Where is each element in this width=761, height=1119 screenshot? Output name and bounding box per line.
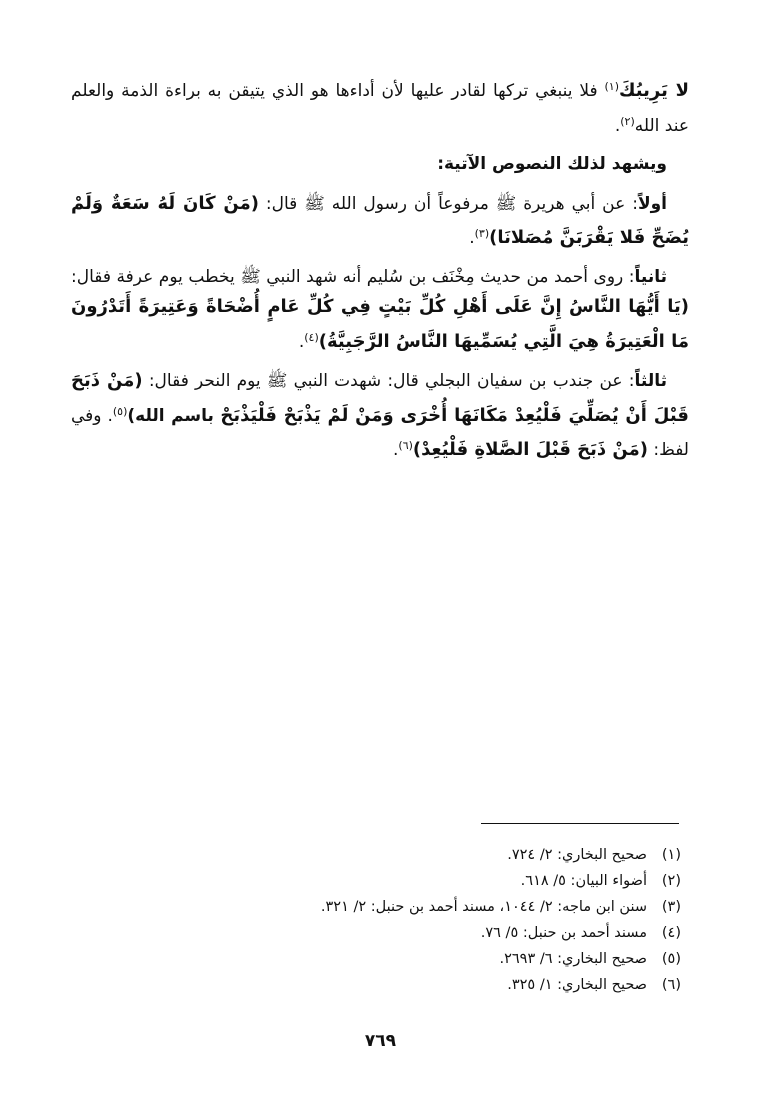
footnote-number: (٥): [661, 951, 681, 967]
footnote-ref: (٢): [620, 114, 635, 128]
footnote-ref: (٦): [398, 439, 413, 452]
paragraph-text: فلا ينبغي تركها لقادر عليها لأن أداءها هو الذي يتيقن به براءة الذمة والعلم عند الله: [71, 81, 689, 136]
paragraph-text: : عن أبي هريرة ﷺ مرفوعاً أن رسول الله ﷺ قال:: [258, 193, 638, 214]
quote-continued: باسم الله): [127, 405, 221, 426]
paragraph-end: .: [392, 440, 399, 460]
paragraph-text: : عن جندب بن سفيان البجلي قال: شهدت النبي ﷺ يوم النحر فقال:: [142, 371, 635, 391]
page-number: ٧٦٩: [364, 1031, 397, 1051]
footnote-item: [121, 894, 681, 920]
footnotes-list: [121, 842, 681, 998]
footnote-item: [121, 920, 681, 946]
main-text: [71, 72, 689, 475]
paragraph-4: [71, 263, 689, 358]
footnote-text: مسند أحمد بن حنبل: ٥/ ٧٦.: [480, 925, 647, 941]
footnote-text: صحيح البخاري: ١/ ٣٢٥.: [507, 977, 647, 993]
quote: لا يَرِيبُكَ: [619, 80, 689, 101]
footnote-number: (٣): [661, 899, 681, 915]
footnote-ref: (١): [604, 80, 620, 93]
paragraph-3: [71, 189, 689, 254]
footnote-item: [121, 868, 681, 894]
footnote-number: (١): [661, 847, 681, 863]
paragraph-2: [71, 150, 689, 180]
footnote-ref: (٥): [112, 404, 128, 418]
paragraph-end: .: [614, 115, 621, 136]
paragraph-1: [71, 72, 689, 141]
paragraph-5: [71, 366, 689, 466]
quote: (يَا أَيُّهَا النَّاسُ إِنَّ عَلَى أَهْلِ كُلِّ بَيْتٍ فِي كُلِّ عَامٍ أُضْحَاةً وَعَتِيرَةً أَتَدْرُونَ مَا الْعَتِيرَةُ هِيَ الَّتِي يُسَمِّيهَا النَّاسُ الرَّجَبِيَّةُ): [71, 296, 689, 352]
footnote-text: أضواء البيان: ٥/ ٦١٨.: [520, 873, 647, 889]
footnote-item: [121, 842, 681, 868]
quote: (مَنْ كَانَ لَهُ سَعَةٌ وَلَمْ يُضَحِّ فَلا يَقْرَبَنَّ مُصَلانَا): [71, 192, 689, 248]
footnote-item: [121, 972, 681, 998]
paragraph-text-2: . وفي لفظ:: [71, 405, 689, 460]
quote: (مَنْ ذَبَحَ قَبْلَ أَنْ يُصَلِّيَ فَلْيُعِدْ مَكَانَهَا أُخْرَى وَمَنْ لَمْ يَذْبَحْ فَلْيَذْبَحْ: [71, 370, 689, 426]
footnote-text: سنن ابن ماجه: ٢/ ١٠٤٤، مسند أحمد بن حنبل: ٢/ ٣٢١.: [320, 899, 647, 915]
footnote-ref: (٣): [474, 227, 490, 240]
paragraph-text: ويشهد لذلك النصوص الآتية:: [437, 154, 667, 174]
footnote-ref: (٤): [304, 330, 319, 344]
footnote-text: صحيح البخاري: ٦/ ٢٦٩٣.: [499, 951, 647, 967]
footnote-text: صحيح البخاري: ٢/ ٧٢٤.: [507, 847, 647, 863]
paragraph-lead: أولاً: [637, 193, 667, 214]
paragraph-lead: ثالثاً: [634, 371, 667, 391]
footnote-number: (٦): [661, 977, 681, 993]
footnote-number: (٤): [661, 925, 681, 941]
footnote-item: [121, 946, 681, 972]
paragraph-end: .: [298, 331, 305, 352]
footnote-number: (٢): [661, 873, 681, 889]
paragraph-text: : روى أحمد من حديث مِخْنَف بن سُليم أنه شهد النبي ﷺ يخطب يوم عرفة فقال:: [71, 266, 635, 287]
footnote-divider: [481, 823, 679, 824]
paragraph-lead: ثانياً: [634, 266, 667, 287]
paragraph-end: .: [469, 228, 475, 248]
quote: (مَنْ ذَبَحَ قَبْلَ الصَّلاةِ فَلْيُعِدْ): [412, 439, 648, 460]
